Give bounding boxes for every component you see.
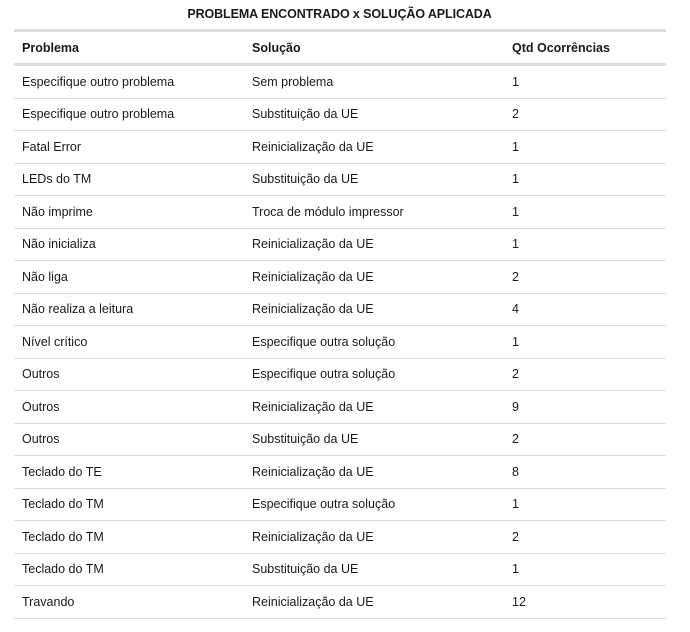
- cell-solucao: Substituição da UE: [244, 98, 504, 131]
- table-row: [14, 163, 666, 196]
- cell-problema: Outros: [14, 358, 244, 391]
- table-row: [14, 391, 666, 424]
- cell-solucao: Troca de módulo impressor: [244, 196, 504, 229]
- cell-qtd-ocorrencias: 2: [504, 98, 666, 131]
- cell-qtd-ocorrencias: 1: [504, 196, 666, 229]
- cell-solucao: Especifique outra solução: [244, 358, 504, 391]
- cell-problema: Fatal Error: [14, 131, 244, 164]
- column-header-problema: Problema: [14, 31, 244, 65]
- table-row: [14, 261, 666, 294]
- cell-qtd-ocorrencias: 1: [504, 488, 666, 521]
- table-row: [14, 456, 666, 489]
- table-header-row: [14, 31, 666, 65]
- cell-problema: Teclado do TE: [14, 456, 244, 489]
- cell-solucao: Reinicialização da UE: [244, 586, 504, 619]
- cell-problema: Outros: [14, 391, 244, 424]
- cell-problema: Não liga: [14, 261, 244, 294]
- cell-solucao: Especifique outra solução: [244, 326, 504, 359]
- column-header-solucao: Solução: [244, 31, 504, 65]
- cell-solucao: Reinicialização da UE: [244, 228, 504, 261]
- cell-solucao: Especifique outra solução: [244, 488, 504, 521]
- cell-qtd-ocorrencias: 1: [504, 131, 666, 164]
- column-header-qtd-ocorrencias: Qtd Ocorrências: [504, 31, 666, 65]
- table-row: [14, 553, 666, 586]
- cell-qtd-ocorrencias: 2: [504, 358, 666, 391]
- problem-solution-table: [14, 29, 666, 619]
- cell-problema: Teclado do TM: [14, 521, 244, 554]
- cell-solucao: Reinicialização da UE: [244, 131, 504, 164]
- cell-solucao: Substituição da UE: [244, 553, 504, 586]
- cell-problema: Teclado do TM: [14, 553, 244, 586]
- cell-solucao: Sem problema: [244, 65, 504, 99]
- table-row: [14, 521, 666, 554]
- table-row: [14, 228, 666, 261]
- cell-problema: Não realiza a leitura: [14, 293, 244, 326]
- cell-solucao: Reinicialização da UE: [244, 391, 504, 424]
- cell-qtd-ocorrencias: 1: [504, 228, 666, 261]
- cell-problema: Não imprime: [14, 196, 244, 229]
- cell-problema: Não inicializa: [14, 228, 244, 261]
- table-row: [14, 131, 666, 164]
- table-row: [14, 488, 666, 521]
- cell-qtd-ocorrencias: 12: [504, 586, 666, 619]
- cell-qtd-ocorrencias: 2: [504, 423, 666, 456]
- cell-solucao: Reinicialização da UE: [244, 456, 504, 489]
- table-row: [14, 65, 666, 99]
- cell-problema: Teclado do TM: [14, 488, 244, 521]
- cell-solucao: Substituição da UE: [244, 163, 504, 196]
- cell-solucao: Substituição da UE: [244, 423, 504, 456]
- cell-solucao: Reinicialização da UE: [244, 293, 504, 326]
- cell-qtd-ocorrencias: 1: [504, 65, 666, 99]
- cell-qtd-ocorrencias: 8: [504, 456, 666, 489]
- cell-qtd-ocorrencias: 1: [504, 326, 666, 359]
- table-row: [14, 98, 666, 131]
- report-title: PROBLEMA ENCONTRADO x SOLUÇÃO APLICADA: [187, 7, 492, 21]
- cell-qtd-ocorrencias: 2: [504, 521, 666, 554]
- table-row: [14, 326, 666, 359]
- table-row: [14, 358, 666, 391]
- cell-problema: Travando: [14, 586, 244, 619]
- cell-problema: Nível crítico: [14, 326, 244, 359]
- table-body: [14, 65, 666, 619]
- table-row: [14, 423, 666, 456]
- table-row: [14, 196, 666, 229]
- table-row: [14, 586, 666, 619]
- cell-problema: Especifique outro problema: [14, 65, 244, 99]
- cell-qtd-ocorrencias: 9: [504, 391, 666, 424]
- cell-problema: Outros: [14, 423, 244, 456]
- cell-problema: LEDs do TM: [14, 163, 244, 196]
- table-row: [14, 293, 666, 326]
- cell-qtd-ocorrencias: 4: [504, 293, 666, 326]
- cell-qtd-ocorrencias: 1: [504, 553, 666, 586]
- cell-solucao: Reinicialização da UE: [244, 521, 504, 554]
- cell-qtd-ocorrencias: 1: [504, 163, 666, 196]
- cell-solucao: Reinicialização da UE: [244, 261, 504, 294]
- cell-problema: Especifique outro problema: [14, 98, 244, 131]
- cell-qtd-ocorrencias: 2: [504, 261, 666, 294]
